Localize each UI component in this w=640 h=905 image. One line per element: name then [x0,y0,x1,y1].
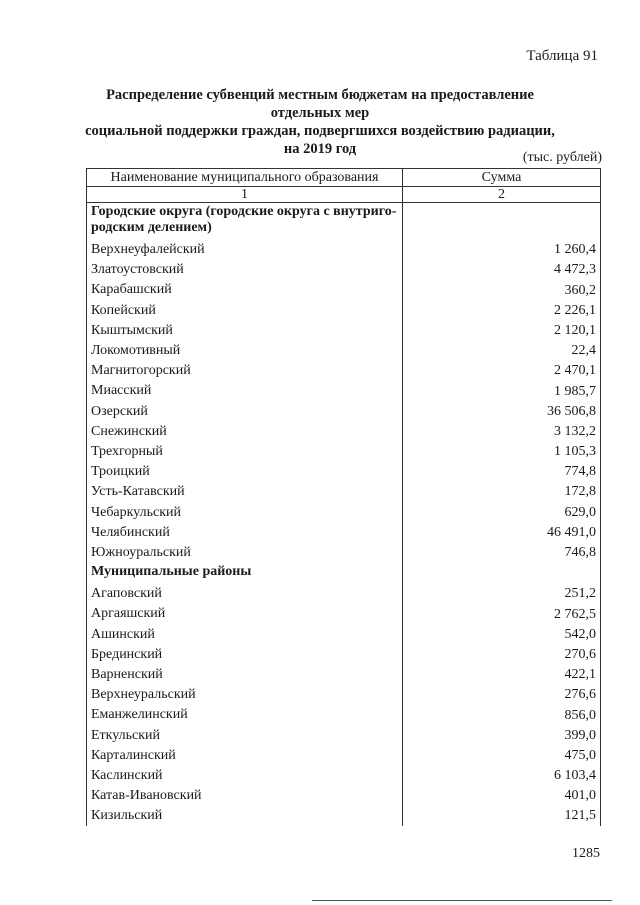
table-row [87,645,601,665]
title-line-2: социальной поддержки граждан, подвергшихся воздействию радиации, [85,123,555,139]
amount-value: 401,0 [403,786,601,806]
municipality-name: Снежинский [87,422,403,442]
table-row [87,705,601,725]
table-row [87,442,601,462]
header-amount: Сумма [403,169,601,187]
municipality-name: Верхнеуральский [87,685,403,705]
municipality-name: Усть-Катавский [87,482,403,502]
municipality-name: Ашинский [87,625,403,645]
amount-value: 2 470,1 [403,361,601,381]
amount-value: 251,2 [403,584,601,604]
table-row [87,806,601,826]
amount-value: 121,5 [403,806,601,826]
title-line-3: на 2019 год [283,141,357,157]
document-title [80,86,560,158]
municipality-name: Варненский [87,665,403,685]
section-value-empty [403,563,601,584]
amount-value: 360,2 [403,280,601,300]
municipality-name: Аргаяшский [87,604,403,624]
table-row [87,280,601,300]
section-row [87,203,601,241]
table-row [87,625,601,645]
section-title: Городские округа (городские округа с внутриго-родским делением) [87,203,403,241]
amount-value: 22,4 [403,341,601,361]
title-line-1: Распределение субвенций местным бюджетам на предоставление отдельных мер [106,87,534,121]
table-row [87,746,601,766]
header-row [87,169,601,187]
municipality-name: Троицкий [87,462,403,482]
table-row [87,381,601,401]
municipality-name: Катав-Ивановский [87,786,403,806]
municipality-name: Чебаркульский [87,502,403,522]
municipality-name: Локомотивный [87,341,403,361]
table-row [87,321,601,341]
amount-value: 270,6 [403,645,601,665]
municipality-name: Карабашский [87,280,403,300]
section-value-empty [403,203,601,241]
amount-value: 399,0 [403,726,601,746]
table-row [87,402,601,422]
amount-value: 2 120,1 [403,321,601,341]
amount-value: 629,0 [403,502,601,522]
table-row [87,240,601,260]
column-number-1: 1 [87,187,403,203]
amount-value: 1 260,4 [403,240,601,260]
municipality-name: Брединский [87,645,403,665]
table-row [87,766,601,786]
municipality-name: Златоустовский [87,260,403,280]
amount-value: 2 226,1 [403,301,601,321]
municipality-name: Магнитогорский [87,361,403,381]
table-row [87,584,601,604]
table-row [87,685,601,705]
table-number: Таблица 91 [526,48,598,64]
amount-value: 746,8 [403,543,601,563]
table-row [87,523,601,543]
table-row [87,462,601,482]
table-row [87,341,601,361]
page-number: 1285 [572,846,600,861]
amount-value: 856,0 [403,705,601,725]
municipality-name: Еманжелинский [87,705,403,725]
column-number-row [87,187,601,203]
table-row [87,726,601,746]
municipality-name: Карталинский [87,746,403,766]
table-row [87,786,601,806]
units-label: (тыс. рублей) [522,150,602,165]
table-row [87,604,601,624]
table-row [87,422,601,442]
table-row [87,361,601,381]
header-municipality: Наименование муниципального образования [87,169,403,187]
municipality-name: Кыштымский [87,321,403,341]
municipality-name: Озерский [87,402,403,422]
municipality-name: Трехгорный [87,442,403,462]
table-row [87,482,601,502]
amount-value: 2 762,5 [403,604,601,624]
amount-value: 46 491,0 [403,523,601,543]
amount-value: 1 105,3 [403,442,601,462]
amount-value: 422,1 [403,665,601,685]
amount-value: 774,8 [403,462,601,482]
table-row [87,301,601,321]
table-body [87,203,601,827]
amount-value: 276,6 [403,685,601,705]
amount-value: 172,8 [403,482,601,502]
table-row [87,502,601,522]
municipality-name: Челябинский [87,523,403,543]
municipality-name: Верхнеуфалейский [87,240,403,260]
amount-value: 6 103,4 [403,766,601,786]
amount-value: 3 132,2 [403,422,601,442]
footer-rule [312,900,612,901]
amount-value: 1 985,7 [403,381,601,401]
table-row [87,665,601,685]
municipality-name: Каслинский [87,766,403,786]
column-number-2: 2 [403,187,601,203]
municipality-name: Агаповский [87,584,403,604]
table-row [87,543,601,563]
municipality-name: Копейский [87,301,403,321]
subvention-table [86,168,601,826]
amount-value: 542,0 [403,625,601,645]
amount-value: 475,0 [403,746,601,766]
amount-value: 36 506,8 [403,402,601,422]
section-title: Муниципальные районы [87,563,403,584]
section-row [87,563,601,584]
municipality-name: Еткульский [87,726,403,746]
municipality-name: Миасский [87,381,403,401]
amount-value: 4 472,3 [403,260,601,280]
table-row [87,260,601,280]
municipality-name: Южноуральский [87,543,403,563]
municipality-name: Кизильский [87,806,403,826]
